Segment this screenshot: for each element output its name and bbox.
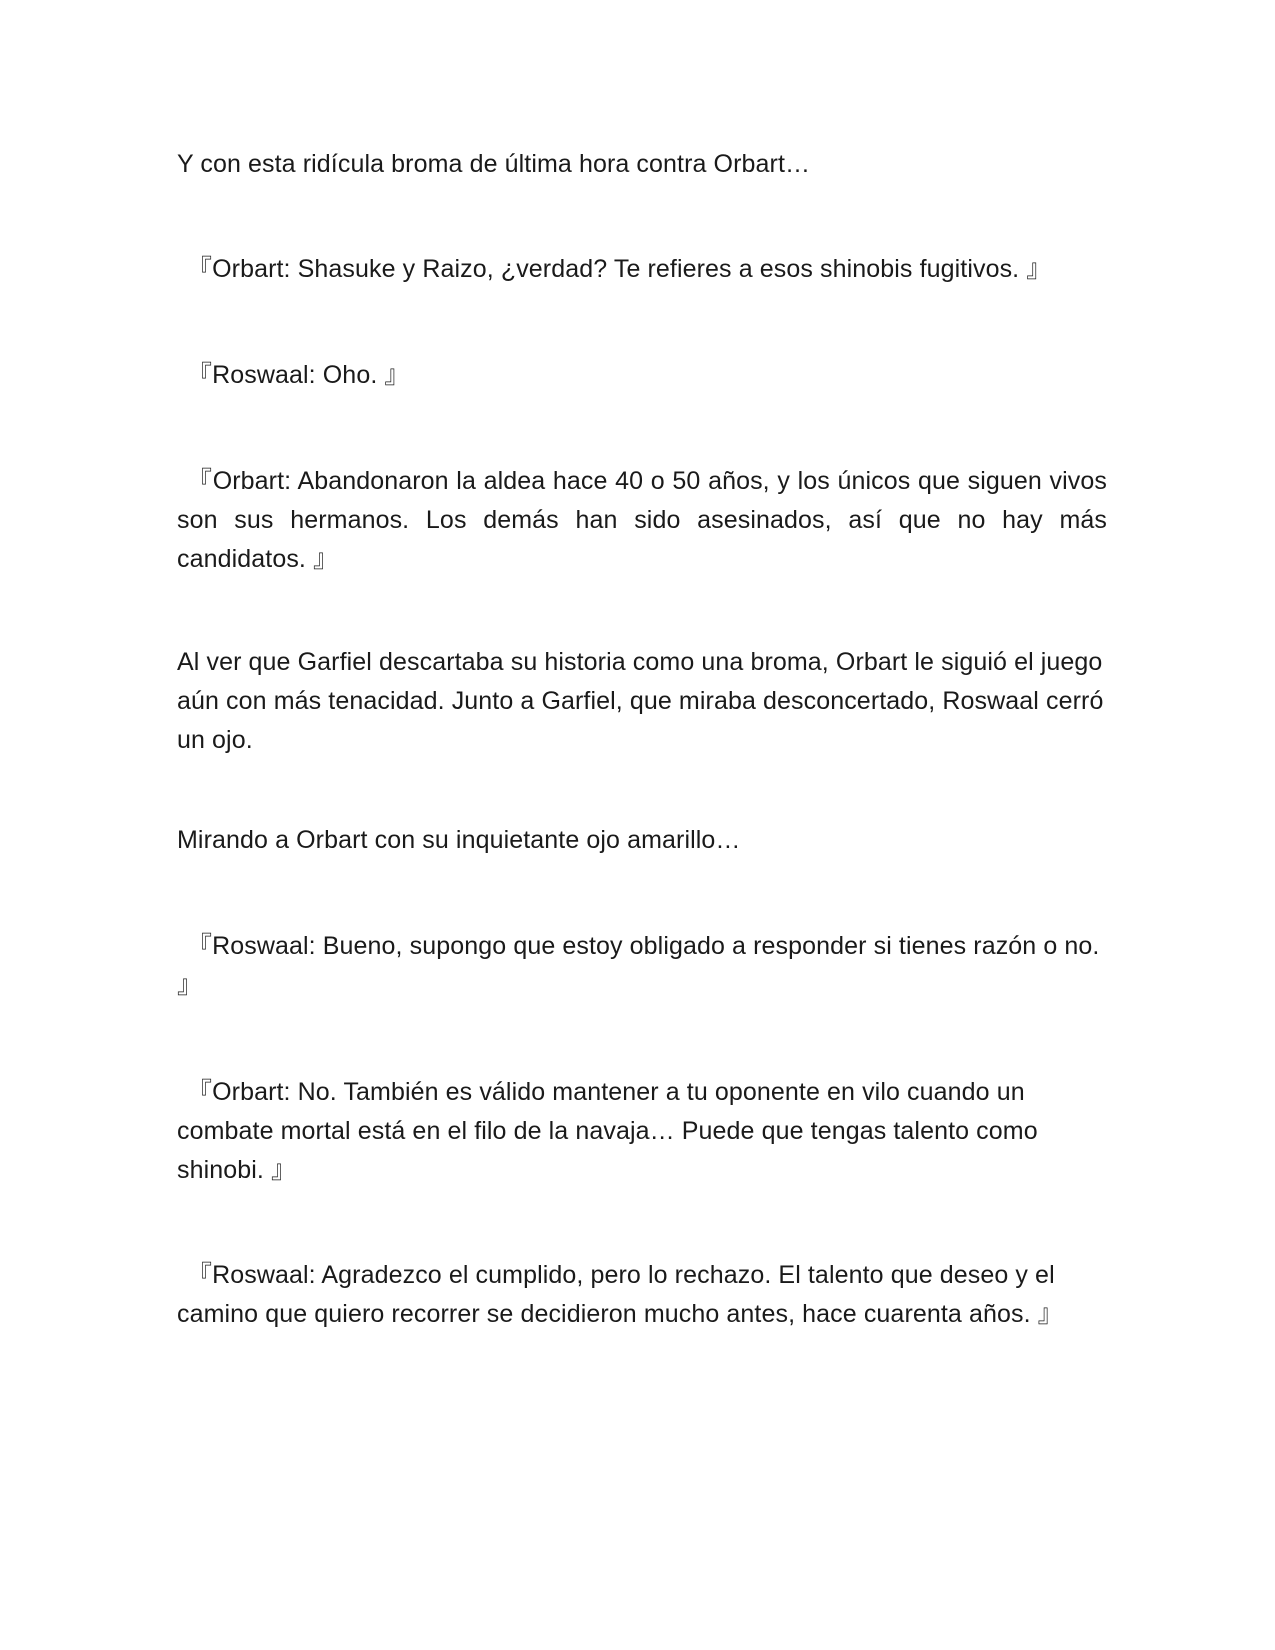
narration-paragraph-2: Al ver que Garfiel descartaba su historia como una broma, Orbart le siguió el juego aún con más tenacidad. Junto a Garfiel, que miraba desconcertado, Roswaal cerró un ojo. — [177, 648, 1104, 754]
narration-paragraph-3: Mirando a Orbart con su inquietante ojo amarillo… — [177, 826, 741, 854]
dialogue-roswaal-2: 『Roswaal: Bueno, supongo que estoy obligado a responder si tienes razón o no. 』 — [177, 932, 1100, 999]
dialogue-orbart-1: 『Orbart: Shasuke y Raizo, ¿verdad? Te refieres a esos shinobis fugitivos. 』 — [187, 255, 1052, 283]
dialogue-orbart-3: 『Orbart: No. También es válido mantener a tu oponente en vilo cuando un combate mortal está en el filo de la navaja… Puede que tengas talento como shinobi. 』 — [177, 1078, 1038, 1184]
dialogue-orbart-2: 『Orbart: Abandonaron la aldea hace 40 o 50 años, y los únicos que siguen vivos son sus hermanos. Los demás han sido asesinados, así que no hay más candidatos. 』 — [177, 467, 1107, 573]
dialogue-roswaal-3: 『Roswaal: Agradezco el cumplido, pero lo rechazo. El talento que deseo y el camino que quiero recorrer se decidieron mucho antes, hace cuarenta años. 』 — [177, 1261, 1063, 1328]
narration-paragraph-1: Y con esta ridícula broma de última hora contra Orbart… — [177, 150, 811, 178]
dialogue-roswaal-1: 『Roswaal: Oho. 』 — [187, 361, 410, 389]
